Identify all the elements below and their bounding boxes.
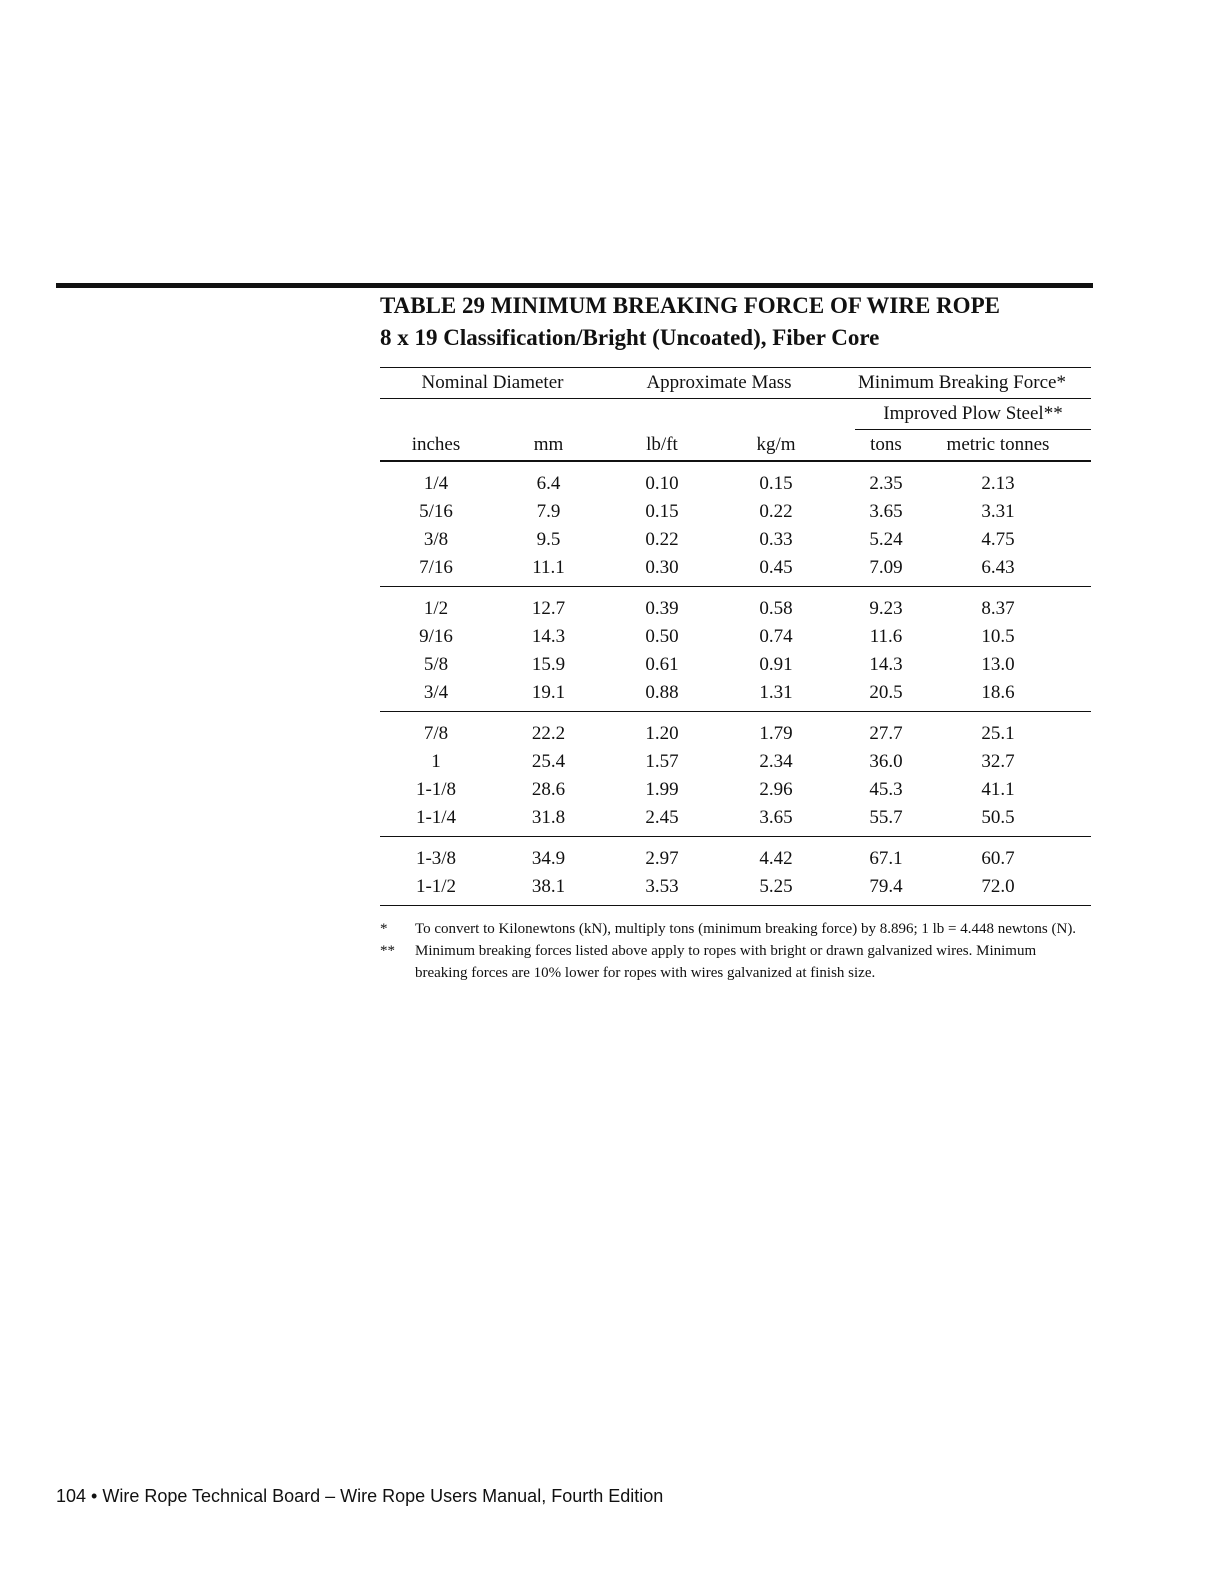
cell-tons: 36.0 [869, 751, 903, 772]
cell-lb-ft: 3.53 [645, 876, 679, 897]
group-spacer [380, 837, 1091, 845]
cell-mm: 25.4 [531, 751, 566, 772]
table-row [380, 595, 1091, 623]
cell-mm: 12.7 [531, 598, 566, 619]
cell-lb-ft: 1.99 [645, 779, 679, 800]
table-row [380, 845, 1091, 873]
cell-lb-ft: 0.61 [645, 654, 679, 675]
cell-lb-ft: 2.45 [645, 807, 679, 828]
cell-metric-tonnes: 72.0 [981, 876, 1015, 897]
cell-inches: 7/16 [419, 557, 453, 578]
footnote-text: Minimum breaking forces listed above apply to ropes with bright or drawn galvanized wires. Minimum breaking forces are 10% lower for ropes with wires galvanized at finish size. [415, 943, 1037, 981]
cell-lb-ft: 0.22 [645, 529, 679, 550]
cell-kg-m: 1.79 [759, 723, 793, 744]
cell-metric-tonnes: 6.43 [981, 557, 1015, 578]
table-row [380, 498, 1091, 526]
cell-tons: 14.3 [869, 654, 903, 675]
cell-mm: 15.9 [531, 654, 566, 675]
cell-kg-m: 2.34 [759, 751, 793, 772]
cell-lb-ft: 2.97 [645, 848, 679, 869]
table-row [380, 470, 1091, 498]
cell-tons: 9.23 [869, 598, 903, 619]
cell-mm: 38.1 [531, 876, 566, 897]
cell-kg-m: 4.42 [759, 848, 793, 869]
cell-tons: 27.7 [869, 723, 903, 744]
cell-lb-ft: 0.50 [645, 626, 679, 647]
table-row [380, 776, 1091, 804]
cell-kg-m: 0.22 [759, 501, 793, 522]
table-body [380, 462, 1091, 906]
top-rule [56, 283, 1093, 288]
table-row [380, 554, 1091, 582]
breaking-force-table [380, 367, 1091, 906]
table-row [380, 804, 1091, 832]
table-row [380, 623, 1091, 651]
cell-inches: 5/8 [423, 654, 449, 675]
cell-mm: 6.4 [536, 473, 561, 494]
table-title: TABLE 29 MINIMUM BREAKING FORCE OF WIRE ROPE [380, 293, 1000, 318]
footnote-mark: * [380, 921, 388, 937]
cell-metric-tonnes: 41.1 [981, 779, 1015, 800]
header-approximate-mass: Approximate Mass [646, 372, 792, 393]
table-row [380, 748, 1091, 776]
cell-kg-m: 0.74 [759, 626, 793, 647]
group-rule [380, 905, 1091, 906]
cell-metric-tonnes: 3.31 [981, 501, 1015, 522]
column-header-metric-tonnes: metric tonnes [946, 434, 1050, 455]
footnote-text: To convert to Kilonewtons (kN), multiply tons (minimum breaking force) by 8.896; 1 lb = 4.448 newtons (N). [415, 921, 1077, 937]
cell-kg-m: 1.31 [759, 682, 793, 703]
cell-tons: 67.1 [869, 848, 903, 869]
cell-metric-tonnes: 10.5 [981, 626, 1015, 647]
footnote [380, 940, 1080, 984]
table-title-block [380, 290, 1000, 354]
cell-tons: 55.7 [869, 807, 903, 828]
cell-kg-m: 0.45 [759, 557, 793, 578]
header-nominal-diameter: Nominal Diameter [421, 372, 564, 393]
cell-metric-tonnes: 25.1 [981, 723, 1015, 744]
header-improved-plow-steel: Improved Plow Steel** [883, 403, 1063, 424]
cell-inches: 7/8 [423, 723, 449, 744]
table-row [380, 720, 1091, 748]
cell-lb-ft: 1.57 [645, 751, 679, 772]
cell-kg-m: 0.91 [759, 654, 793, 675]
cell-tons: 11.6 [869, 626, 903, 647]
column-header-kg-m: kg/m [756, 434, 796, 455]
table-row [380, 679, 1091, 707]
cell-inches: 1-1/8 [415, 779, 457, 800]
table-row [380, 526, 1091, 554]
table-notes [380, 918, 1080, 984]
cell-mm: 31.8 [531, 807, 566, 828]
column-header-mm: mm [533, 434, 564, 455]
cell-kg-m: 0.33 [759, 529, 793, 550]
cell-mm: 7.9 [536, 501, 561, 522]
cell-mm: 22.2 [531, 723, 566, 744]
cell-metric-tonnes: 8.37 [981, 598, 1015, 619]
cell-inches: 1-1/2 [415, 876, 457, 897]
cell-metric-tonnes: 32.7 [981, 751, 1015, 772]
cell-tons: 20.5 [869, 682, 903, 703]
cell-lb-ft: 0.15 [645, 501, 679, 522]
cell-tons: 45.3 [869, 779, 903, 800]
table-row [380, 651, 1091, 679]
cell-kg-m: 0.58 [759, 598, 793, 619]
group-spacer [380, 587, 1091, 595]
footnote-mark: ** [380, 943, 395, 959]
cell-mm: 28.6 [531, 779, 566, 800]
cell-inches: 1 [431, 751, 441, 772]
cell-metric-tonnes: 2.13 [981, 473, 1015, 494]
cell-lb-ft: 0.39 [645, 598, 679, 619]
cell-mm: 19.1 [531, 682, 566, 703]
group-spacer [380, 712, 1091, 720]
cell-inches: 1/2 [423, 598, 449, 619]
cell-lb-ft: 0.88 [645, 682, 679, 703]
cell-inches: 5/16 [419, 501, 453, 522]
cell-inches: 3/4 [423, 682, 449, 703]
page-footer: 104 • Wire Rope Technical Board – Wire Rope Users Manual, Fourth Edition [56, 1486, 664, 1506]
cell-kg-m: 2.96 [759, 779, 793, 800]
column-header-lb-ft: lb/ft [646, 434, 678, 455]
table-subtitle: 8 x 19 Classification/Bright (Uncoated), Fiber Core [380, 325, 880, 350]
column-header-row [380, 430, 1091, 460]
cell-inches: 1-3/8 [415, 848, 457, 869]
table-row [380, 873, 1091, 901]
cell-mm: 14.3 [531, 626, 566, 647]
cell-mm: 11.1 [532, 557, 565, 578]
steel-grade-row [380, 399, 1091, 429]
group-spacer [380, 462, 1091, 470]
cell-tons: 2.35 [869, 473, 903, 494]
group-header-row [380, 368, 1091, 398]
cell-metric-tonnes: 50.5 [981, 807, 1015, 828]
cell-kg-m: 0.15 [759, 473, 793, 494]
cell-lb-ft: 1.20 [645, 723, 679, 744]
cell-metric-tonnes: 4.75 [981, 529, 1015, 550]
cell-inches: 1/4 [423, 473, 449, 494]
cell-lb-ft: 0.30 [645, 557, 679, 578]
cell-mm: 9.5 [536, 529, 561, 550]
cell-tons: 7.09 [869, 557, 903, 578]
cell-metric-tonnes: 13.0 [981, 654, 1015, 675]
cell-tons: 79.4 [869, 876, 903, 897]
cell-kg-m: 3.65 [759, 807, 793, 828]
header-minimum-breaking-force: Minimum Breaking Force* [858, 372, 1066, 393]
cell-inches: 3/8 [423, 529, 449, 550]
cell-lb-ft: 0.10 [645, 473, 679, 494]
column-header-tons: tons [870, 434, 902, 455]
cell-inches: 1-1/4 [415, 807, 457, 828]
cell-inches: 9/16 [419, 626, 453, 647]
cell-metric-tonnes: 18.6 [981, 682, 1015, 703]
cell-kg-m: 5.25 [759, 876, 793, 897]
cell-metric-tonnes: 60.7 [981, 848, 1015, 869]
cell-tons: 5.24 [869, 529, 903, 550]
footnote [380, 918, 1080, 940]
column-header-inches: inches [411, 434, 461, 455]
cell-mm: 34.9 [531, 848, 566, 869]
cell-tons: 3.65 [869, 501, 903, 522]
